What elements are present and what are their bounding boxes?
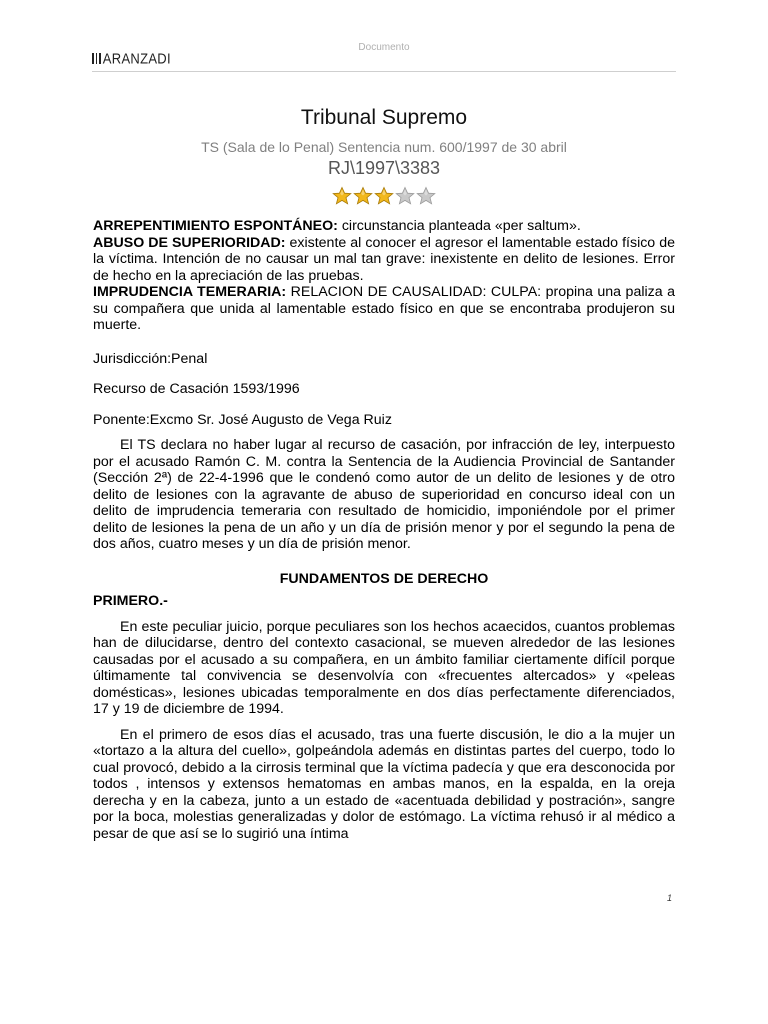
- recurso: Recurso de Casación 1593/1996: [93, 381, 300, 397]
- summary-text: circunstancia planteada «per saltum».: [337, 218, 581, 234]
- document-body: [93, 218, 675, 842]
- page-number: 1: [667, 893, 673, 903]
- summary-text: existente al conocer el agresor el lamentable estado físico de la víctima. Intención de no causar un mal tan grave: inexistente en delito de lesiones. Error de hecho en la apreciación de las pruebas.: [93, 234, 675, 284]
- star-filled-icon: [332, 186, 352, 206]
- section-title: FUNDAMENTOS DE DERECHO: [279, 570, 489, 587]
- intro-paragraph: El TS declara no haber lugar al recurso de casación, por infracción de ley, interpuesto por el acusado Ramón C. M. contra la Sentencia de la Audiencia Provincial de Santander (Sección 2ª) de 22-4-1996 que le condenó como autor de un delito de lesiones y de otro delito de lesiones con la agravante de abuso de superioridad en concurso ideal con un delito de imprudencia temeraria con resultado de homicidio, imponiéndole por el primer delito de lesiones la pena de un año y un día de prisión menor y por el segundo la pena de dos años, cuatro meses y un día de prisión menor.: [93, 437, 675, 552]
- star-empty-icon: [395, 186, 415, 206]
- summary: [93, 218, 675, 334]
- header-divider: [92, 71, 676, 72]
- summary-item: [93, 284, 675, 334]
- logo-bars-icon: [92, 53, 101, 64]
- star-filled-icon: [353, 186, 373, 206]
- jurisdiccion: Jurisdicción:Penal: [93, 350, 208, 367]
- subsection-title: PRIMERO.-: [93, 593, 168, 609]
- header-label: Documento: [358, 42, 410, 53]
- aranzadi-logo: [92, 51, 171, 66]
- star-empty-icon: [416, 186, 436, 206]
- document-subtitle: TS (Sala de lo Penal) Sentencia num. 600/1997 de 30 abril: [201, 139, 567, 155]
- summary-keyword: IMPRUDENCIA TEMERARIA:: [93, 284, 287, 300]
- body-paragraph: En este peculiar juicio, porque peculiares son los hechos acaecidos, cuantos problemas han de dilucidarse, dentro del contexto casacional, se mueven alrededor de las lesiones causadas por el acusado a su compañera, en un ámbito familiar ciertamente difícil porque últimamente tal convivencia se desenvolvía con «frecuentes altercados» y «peleas domésticas», lesiones ubicadas temporalmente en dos días perfectamente diferenciados, 17 y 19 de diciembre de 1994.: [93, 618, 675, 717]
- rating-stars: [0, 186, 768, 206]
- summary-item: [93, 218, 675, 235]
- logo-text: ARANZADI: [102, 50, 171, 67]
- document-reference: RJ\1997\3383: [327, 158, 441, 178]
- document-title: Tribunal Supremo: [300, 106, 468, 129]
- summary-keyword: ARREPENTIMIENTO ESPONTÁNEO:: [93, 218, 338, 234]
- star-filled-icon: [374, 186, 394, 206]
- body-paragraph: En el primero de esos días el acusado, tras una fuerte discusión, le dio a la mujer un «tortazo a la altura del cuello», golpeándola además en distintas partes del cuerpo, todo lo cual provocó, debido a la cirrosis terminal que la víctima padecía y que era desconocida por todos , intensos y extensos hematomas en ambas manos, en la espalda, en la oreja derecha y en la cabeza, junto a un estado de «acentuada debilidad y postración», sangre por la boca, molestias generalizadas y dolor de estómago. La víctima rehusó ir al médico a pesar de que así se lo sugirió una íntima: [93, 726, 675, 842]
- summary-keyword: ABUSO DE SUPERIORIDAD:: [93, 234, 286, 251]
- summary-text: RELACION DE CAUSALIDAD: CULPA: propina una paliza a su compañera que unida al lamentable estado físico en que se encontraba produjeron su muerte.: [93, 284, 675, 333]
- ponente: Ponente:Excmo Sr. José Augusto de Vega Ruiz: [93, 411, 392, 428]
- summary-item: [93, 235, 675, 285]
